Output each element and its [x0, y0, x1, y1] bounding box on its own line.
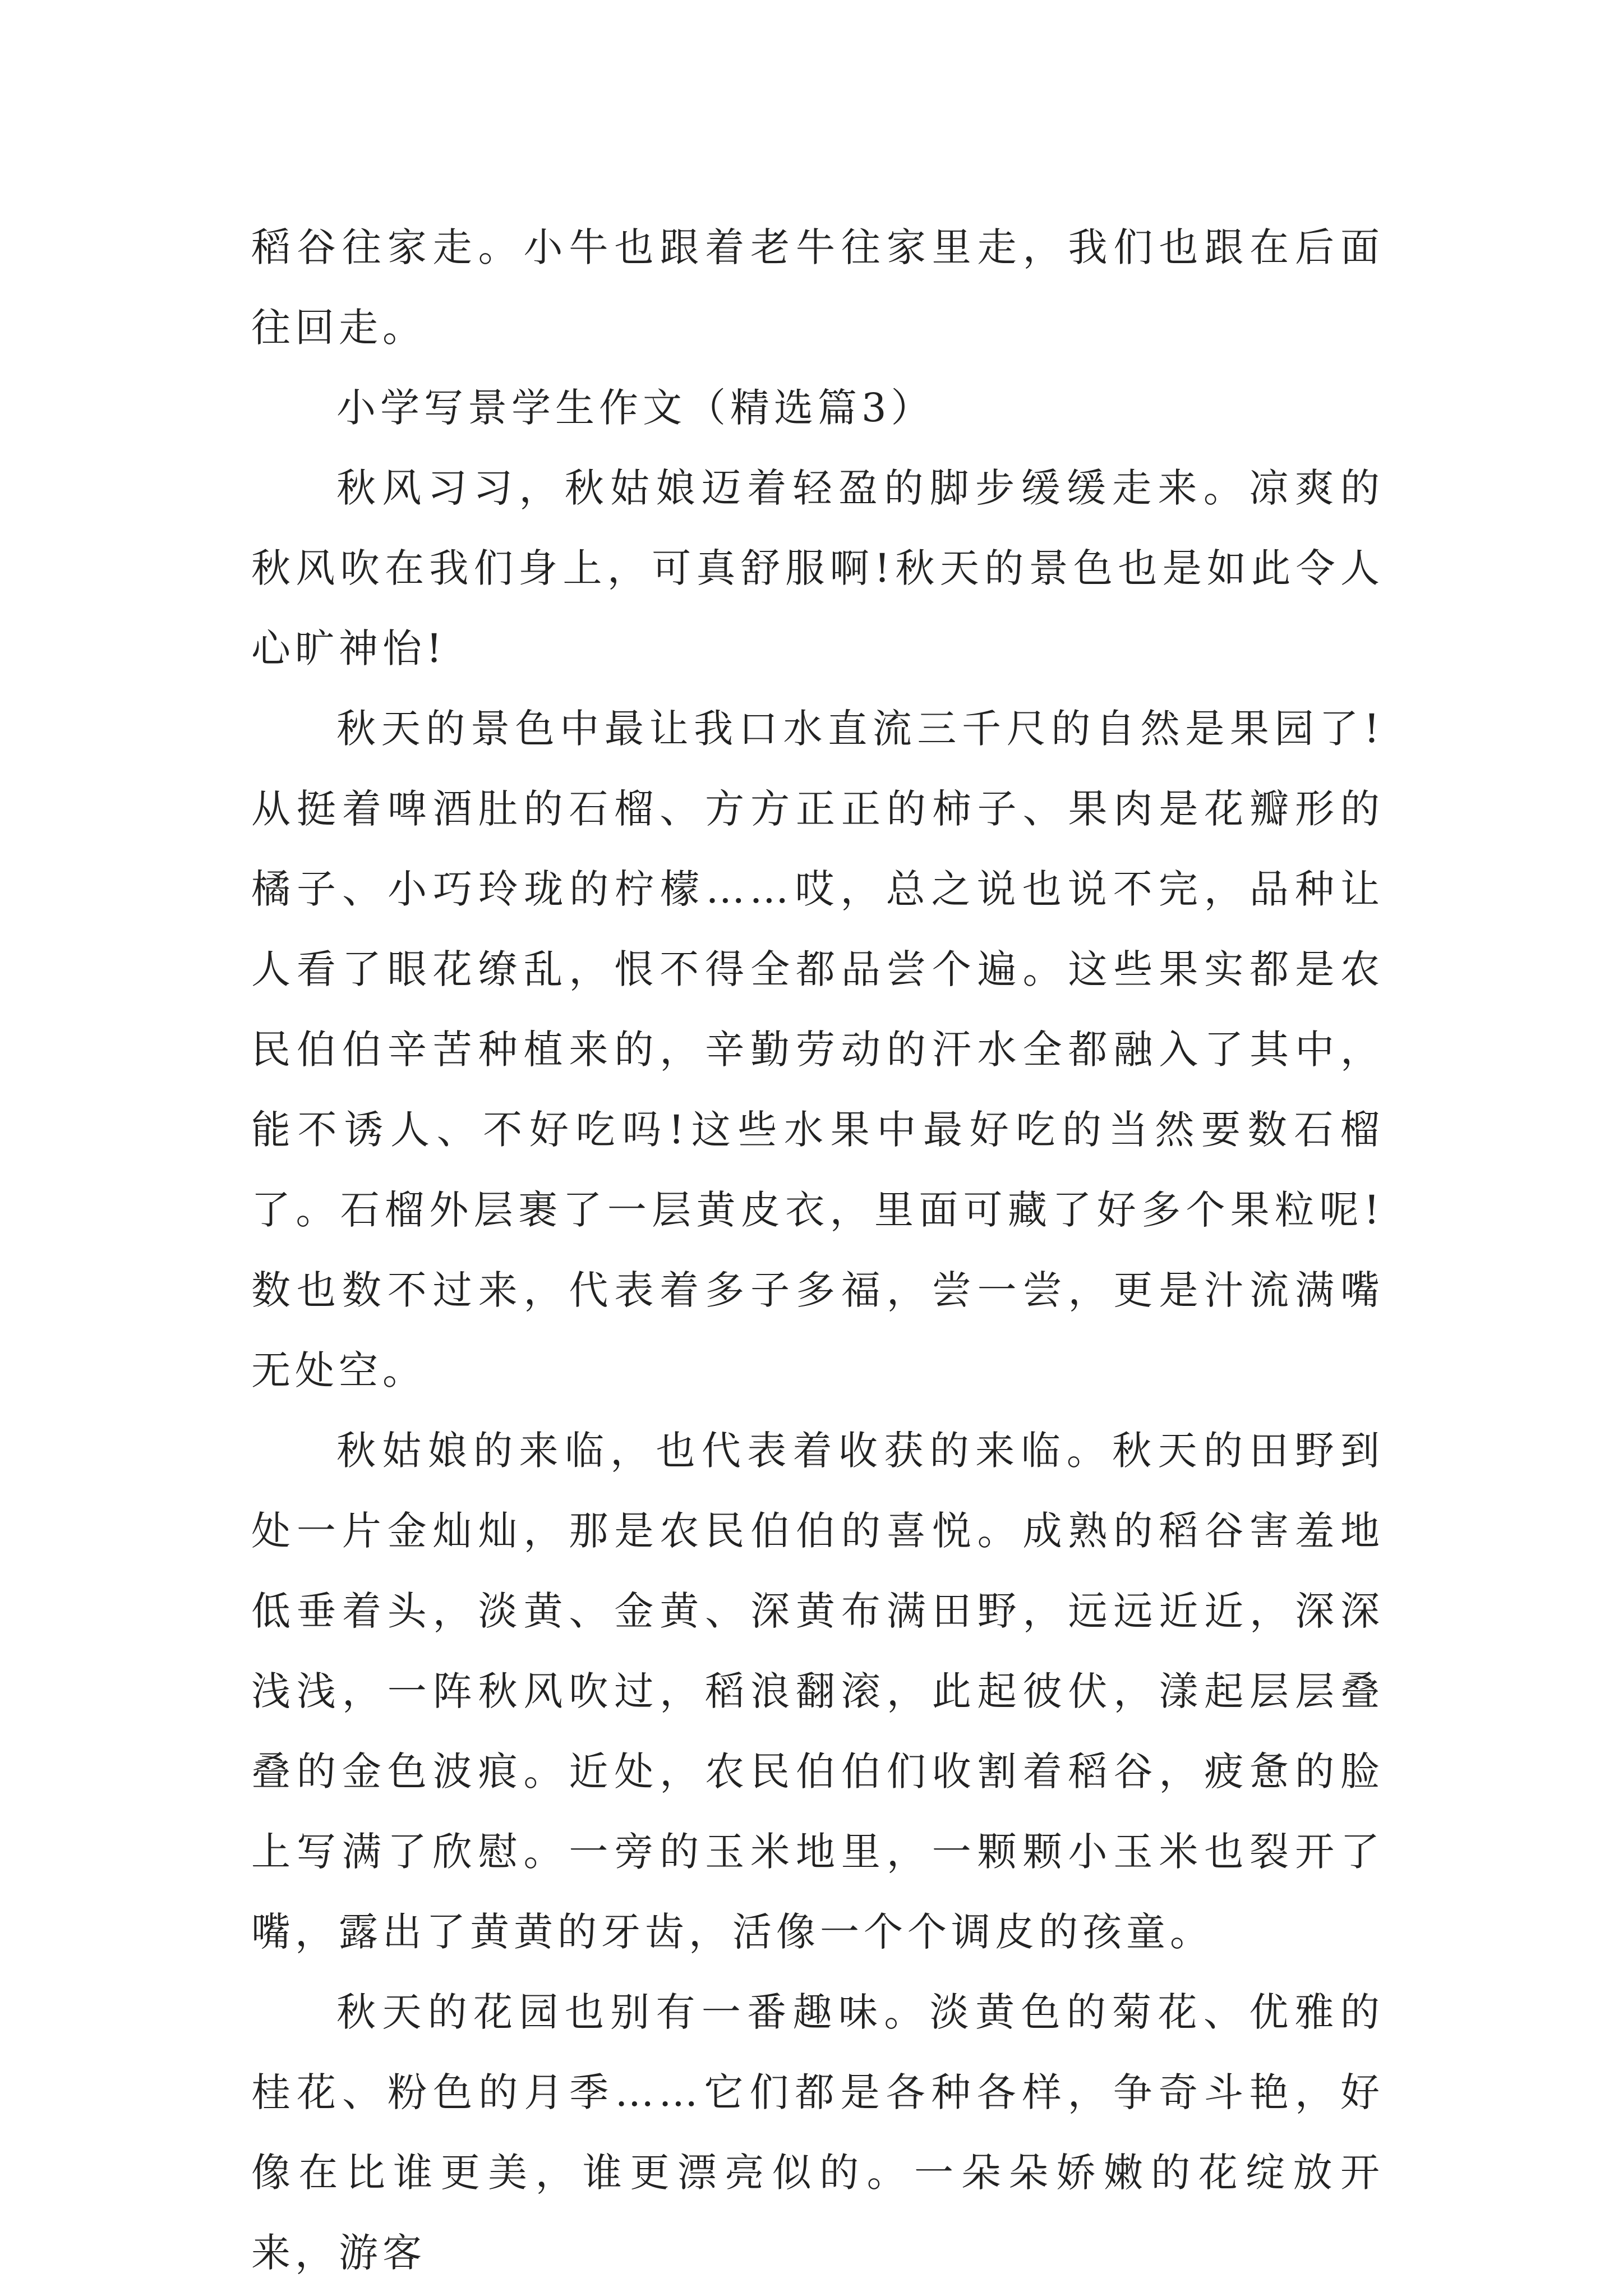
paragraph-fields: 秋姑娘的来临，也代表着收获的来临。秋天的田野到处一片金灿灿，那是农民伯伯的喜悦。成熟的稻谷害羞地低垂着头，淡黄、金黄、深黄布满田野，远远近近，深深浅浅，一阵秋风吹过，稻浪翻滚，此起彼伏，漾起层层叠叠的金色波痕。近处，农民伯伯们收割着稻谷，疲惫的脸上写满了欣慰。一旁的玉米地里，一颗颗小玉米也裂开了嘴，露出了黄黄的牙齿，活像一个个调皮的孩童。: [251, 1428, 1384, 1955]
essay-body: [251, 208, 1384, 2293]
paragraph-autumn-wind: 秋风习习，秋姑娘迈着轻盈的脚步缓缓走来。凉爽的秋风吹在我们身上，可真舒服啊!秋天的景色也是如此令人心旷神怡!: [251, 465, 1384, 671]
paragraph-orchard: 秋天的景色中最让我口水直流三千尺的自然是果园了!从挺着啤酒肚的石榴、方方正正的柿子、果肉是花瓣形的橘子、小巧玲珑的柠檬……哎，总之说也说不完，品种让人看了眼花缭乱，恨不得全都品尝个遍。这些果实都是农民伯伯辛苦种植来的，辛勤劳动的汗水全都融入了其中，能不诱人、不好吃吗!这些水果中最好吃的当然要数石榴了。石榴外层裹了一层黄皮衣，里面可藏了好多个果粒呢!数也数不过来，代表着多子多福，尝一尝，更是汁流满嘴无处空。: [251, 706, 1384, 1393]
paragraph-garden: 秋天的花园也别有一番趣味。淡黄色的菊花、优雅的桂花、粉色的月季……它们都是各种各样，争奇斗艳，好像在比谁更美，谁更漂亮似的。一朵朵娇嫩的花绽放开来，游客: [251, 1989, 1384, 2276]
continued-paragraph: 稻谷往家走。小牛也跟着老牛往家里走，我们也跟在后面往回走。: [251, 224, 1384, 351]
section-heading: 小学写景学生作文（精选篇3）: [336, 385, 935, 431]
